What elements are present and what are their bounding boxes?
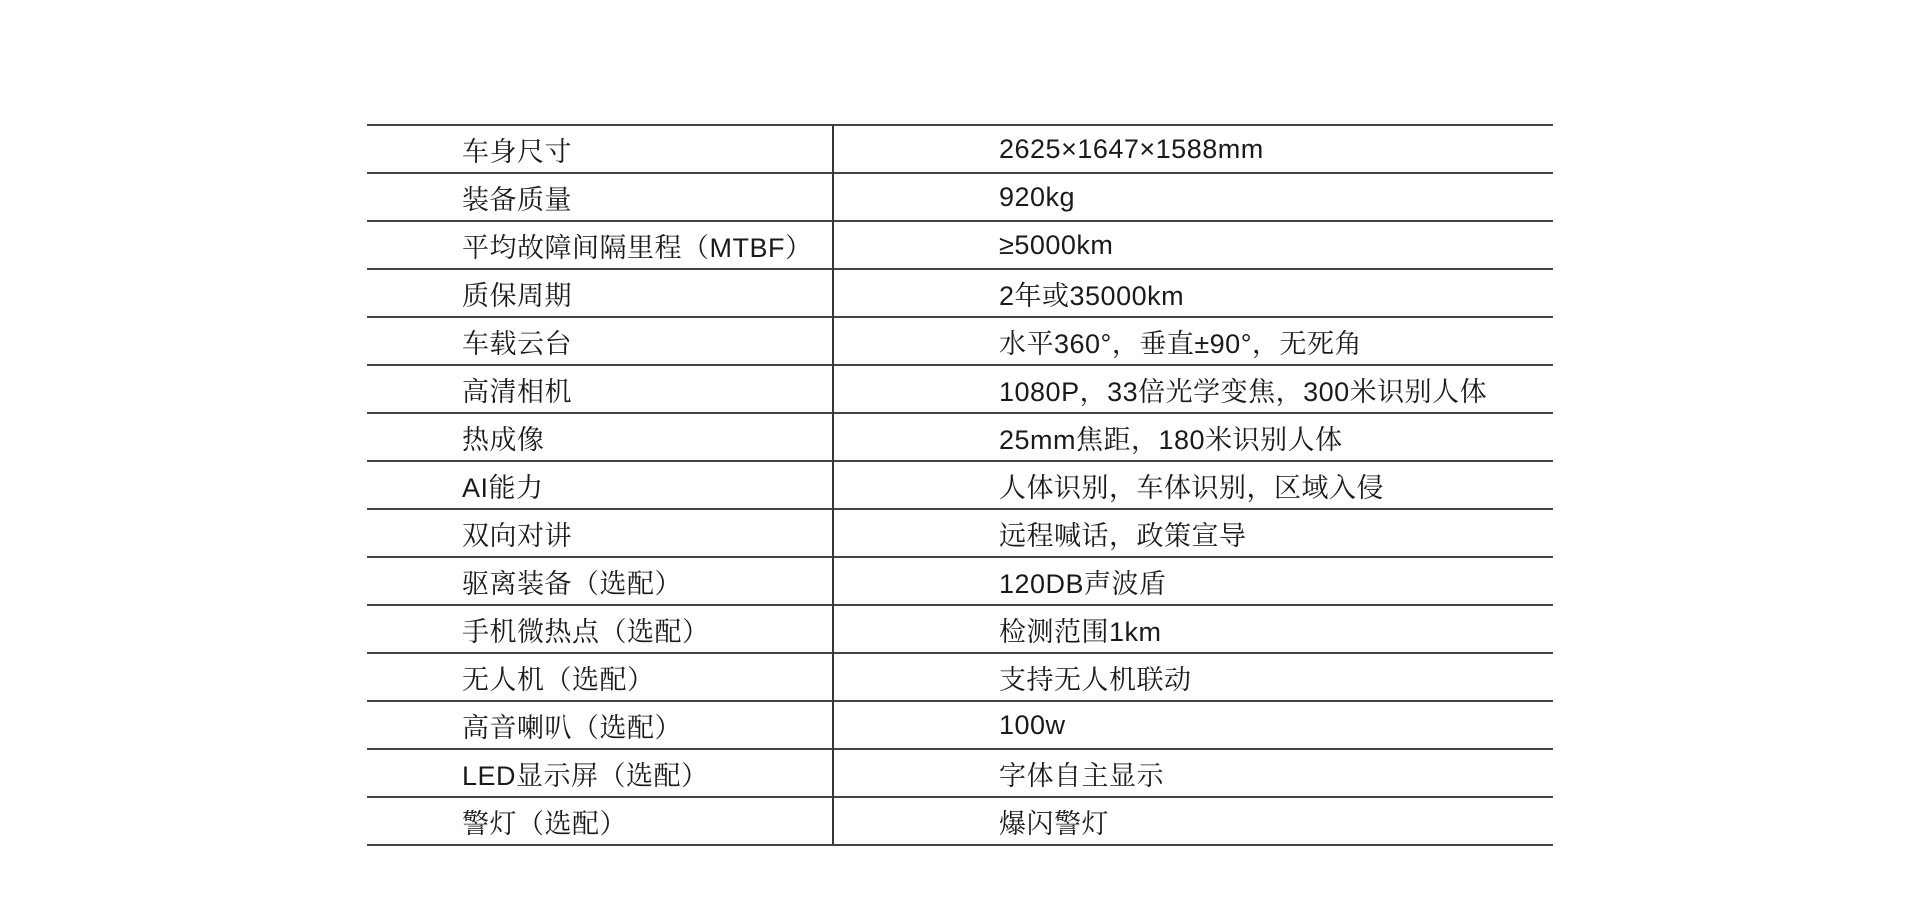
- spec-value: 远程喊话，政策宣导: [833, 509, 1553, 557]
- table-row: [367, 461, 1553, 509]
- table-row: [367, 605, 1553, 653]
- table-row: [367, 701, 1553, 749]
- spec-label: 车身尺寸: [367, 125, 833, 173]
- spec-value: 920kg: [833, 173, 1553, 221]
- spec-label: 无人机（选配）: [367, 653, 833, 701]
- table-row: [367, 365, 1553, 413]
- spec-value: 人体识别，车体识别，区域入侵: [833, 461, 1553, 509]
- spec-value: 2625×1647×1588mm: [833, 125, 1553, 173]
- spec-value: 2年或35000km: [833, 269, 1553, 317]
- spec-value: 检测范围1km: [833, 605, 1553, 653]
- spec-label: 驱离装备（选配）: [367, 557, 833, 605]
- spec-label: 平均故障间隔里程（MTBF）: [367, 221, 833, 269]
- spec-value: 爆闪警灯: [833, 797, 1553, 845]
- spec-label: AI能力: [367, 461, 833, 509]
- spec-label: 双向对讲: [367, 509, 833, 557]
- spec-value: 100w: [833, 701, 1553, 749]
- table-row: [367, 413, 1553, 461]
- table-row: [367, 557, 1553, 605]
- table-row: [367, 269, 1553, 317]
- spec-value: 1080P，33倍光学变焦，300米识别人体: [833, 365, 1553, 413]
- table-row: [367, 221, 1553, 269]
- spec-label: 警灯（选配）: [367, 797, 833, 845]
- spec-value: 字体自主显示: [833, 749, 1553, 797]
- spec-value: 25mm焦距，180米识别人体: [833, 413, 1553, 461]
- spec-value: 支持无人机联动: [833, 653, 1553, 701]
- spec-label: 高清相机: [367, 365, 833, 413]
- table-row: [367, 653, 1553, 701]
- spec-table-body: [367, 125, 1553, 845]
- table-row: [367, 125, 1553, 173]
- spec-value: 120DB声波盾: [833, 557, 1553, 605]
- table-row: [367, 509, 1553, 557]
- spec-label: 车载云台: [367, 317, 833, 365]
- spec-value: 水平360°，垂直±90°，无死角: [833, 317, 1553, 365]
- spec-label: 手机微热点（选配）: [367, 605, 833, 653]
- spec-table: [367, 124, 1553, 846]
- spec-label: LED显示屏（选配）: [367, 749, 833, 797]
- spec-label: 装备质量: [367, 173, 833, 221]
- spec-label: 高音喇叭（选配）: [367, 701, 833, 749]
- table-row: [367, 797, 1553, 845]
- table-row: [367, 173, 1553, 221]
- table-row: [367, 749, 1553, 797]
- spec-label: 热成像: [367, 413, 833, 461]
- spec-value: ≥5000km: [833, 221, 1553, 269]
- spec-label: 质保周期: [367, 269, 833, 317]
- table-row: [367, 317, 1553, 365]
